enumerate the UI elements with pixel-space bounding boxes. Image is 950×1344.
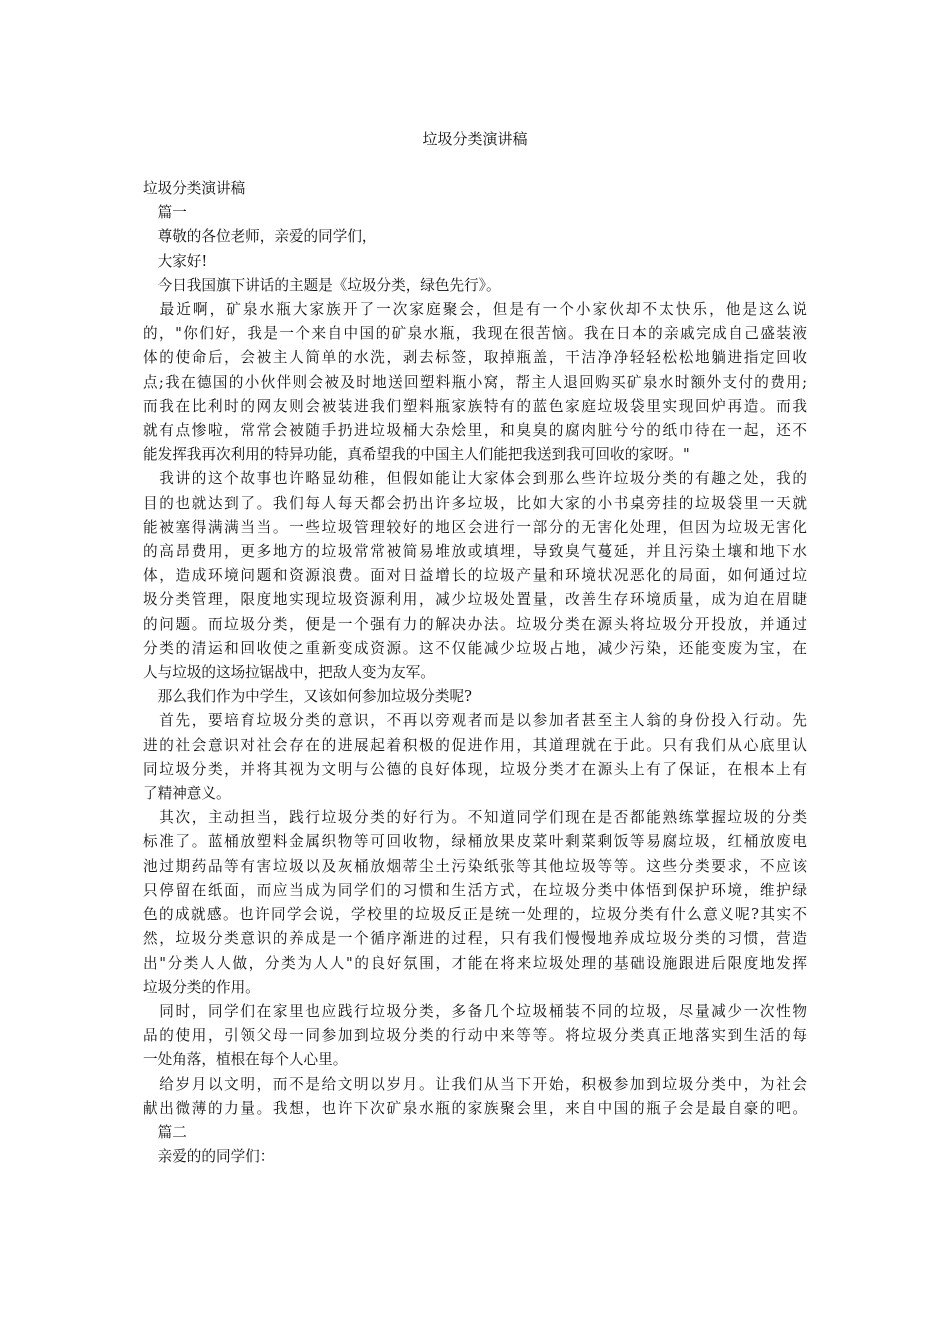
- text-line: 篇二: [143, 1123, 187, 1141]
- text-line: 然，垃圾分类意识的养成是一个循序渐进的过程，只有我们慢慢地养成垃圾分类的习惯，营造: [143, 930, 807, 948]
- text-line: 其次，主动担当，践行垃圾分类的好行为。不知道同学们现在是否都能熟练掌握垃圾的分类: [143, 809, 807, 827]
- text-line: 人与垃圾的这场拉锯战中，把敌人变为友军。: [143, 664, 435, 682]
- text-line: 我讲的这个故事也许略显幼稚，但假如能让大家体会到那么些许垃圾分类的有趣之处，我的: [143, 470, 807, 488]
- text-line: 品的使用，引领父母一同参加到垃圾分类的行动中来等等。将垃圾分类真正地落实到生活的每: [143, 1027, 807, 1045]
- text-line: 只停留在纸面，而应当成为同学们的习惯和生活方式，在垃圾分类中体悟到保护环境，维护绿: [143, 881, 807, 899]
- text-line: 了精神意义。: [143, 785, 231, 803]
- text-line: 就有点惨啦，常常会被随手扔进垃圾桶大杂烩里，和臭臭的腐肉脏兮兮的纸巾待在一起，还不: [143, 422, 807, 440]
- text-line: 今日我国旗下讲话的主题是《垃圾分类，绿色先行》。: [143, 276, 501, 294]
- text-line: 的问题。而垃圾分类，便是一个强有力的解决办法。垃圾分类在源头将垃圾分开投放，并通过: [143, 615, 807, 633]
- text-line: 的高昂费用，更多地方的垃圾常常被简易堆放或填埋，导致臭气蔓延，并且污染土壤和地下水: [143, 543, 807, 561]
- text-line: 给岁月以文明，而不是给文明以岁月。让我们从当下开始，积极参加到垃圾分类中，为社会: [143, 1075, 807, 1093]
- text-line: 能被塞得满满当当。一些垃圾管理较好的地区会进行一部分的无害化处理，但因为垃圾无害化: [143, 518, 807, 536]
- text-line: 池过期药品等有害垃圾以及灰桶放烟蒂尘土污染纸张等其他垃圾等等。这些分类要求，不应该: [143, 857, 807, 875]
- text-line: 同时，同学们在家里也应践行垃圾分类，多备几个垃圾桶装不同的垃圾，尽量减少一次性物: [143, 1002, 807, 1020]
- text-line: 体，造成环境问题和资源浪费。面对日益增长的垃圾产量和环境状况恶化的局面，如何通过垃: [143, 567, 807, 585]
- text-line: 同垃圾分类，并将其视为文明与公德的良好体现，垃圾分类才在源头上有了保证，在根本上有: [143, 760, 807, 778]
- text-line: 最近啊，矿泉水瓶大家族开了一次家庭聚会，但是有一个小家伙却不太快乐，他是这么说: [143, 301, 807, 319]
- text-line: 进的社会意识对社会存在的进展起着积极的促进作用，其道理就在于此。只有我们从心底里认: [143, 736, 807, 754]
- text-line: 尊敬的各位老师，亲爱的同学们，: [143, 228, 377, 246]
- text-line: 分类的清运和回收使之重新变成资源。这不仅能减少垃圾占地，减少污染，还能变废为宝，在: [143, 639, 807, 657]
- document-body: [143, 177, 807, 1169]
- text-line: 的，"你们好，我是一个来自中国的矿泉水瓶，我现在很苦恼。我在日本的亲戚完成自己盛装液: [143, 325, 807, 343]
- text-line: 一处角落，植根在每个人心里。: [143, 1051, 348, 1069]
- text-line: 篇一: [143, 204, 187, 222]
- text-line: 体的使命后，会被主人简单的水洗，剥去标签，取掉瓶盖，干洁净净轻轻松松地躺进指定回收: [143, 349, 807, 367]
- text-line: 能发挥我再次利用的特异功能，真希望我的中国主人们能把我送到我可回收的家呀。": [143, 446, 690, 464]
- text-line: 圾分类管理，限度地实现垃圾资源利用，减少垃圾处置量，改善生存环境质量，成为迫在眉睫: [143, 591, 807, 609]
- text-line: 垃圾分类的作用。: [143, 978, 260, 996]
- text-line: 点;我在德国的小伙伴则会被及时地送回塑料瓶小窝，帮主人退回购买矿泉水时额外支付的费用;: [143, 373, 807, 391]
- text-line: 大家好!: [143, 252, 208, 270]
- text-line: 首先，要培育垃圾分类的意识，不再以旁观者而是以参加者甚至主人翁的身份投入行动。先: [143, 712, 807, 730]
- text-line: 垃圾分类演讲稿: [143, 180, 246, 197]
- text-line: 色的成就感。也许同学会说，学校里的垃圾反正是统一处理的，垃圾分类有什么意义呢?其实不: [143, 906, 807, 924]
- text-line: 那么我们作为中学生，又该如何参加垃圾分类呢?: [143, 688, 472, 706]
- text-line: 而我在比利时的网友则会被装进我们塑料瓶家族特有的蓝色家庭垃圾袋里实现回炉再造。而我: [143, 397, 807, 415]
- text-line: 目的也就达到了。我们每人每天都会扔出许多垃圾，比如大家的小书桌旁挂的垃圾袋里一天就: [143, 494, 807, 512]
- text-line: 亲爱的的同学们：: [143, 1148, 275, 1166]
- text-line: 标准了。蓝桶放塑料金属织物等可回收物，绿桶放果皮菜叶剩菜剩饭等易腐垃圾，红桶放废电: [143, 833, 807, 851]
- document-title: 垃圾分类演讲稿: [422, 130, 528, 148]
- text-line: 出"分类人人做，分类为人人"的良好氛围，才能在将来垃圾处理的基础设施跟进后限度地发挥: [143, 954, 807, 972]
- text-line: 献出微薄的力量。我想，也许下次矿泉水瓶的家族聚会里，来自中国的瓶子会是最自豪的吧。: [143, 1099, 807, 1117]
